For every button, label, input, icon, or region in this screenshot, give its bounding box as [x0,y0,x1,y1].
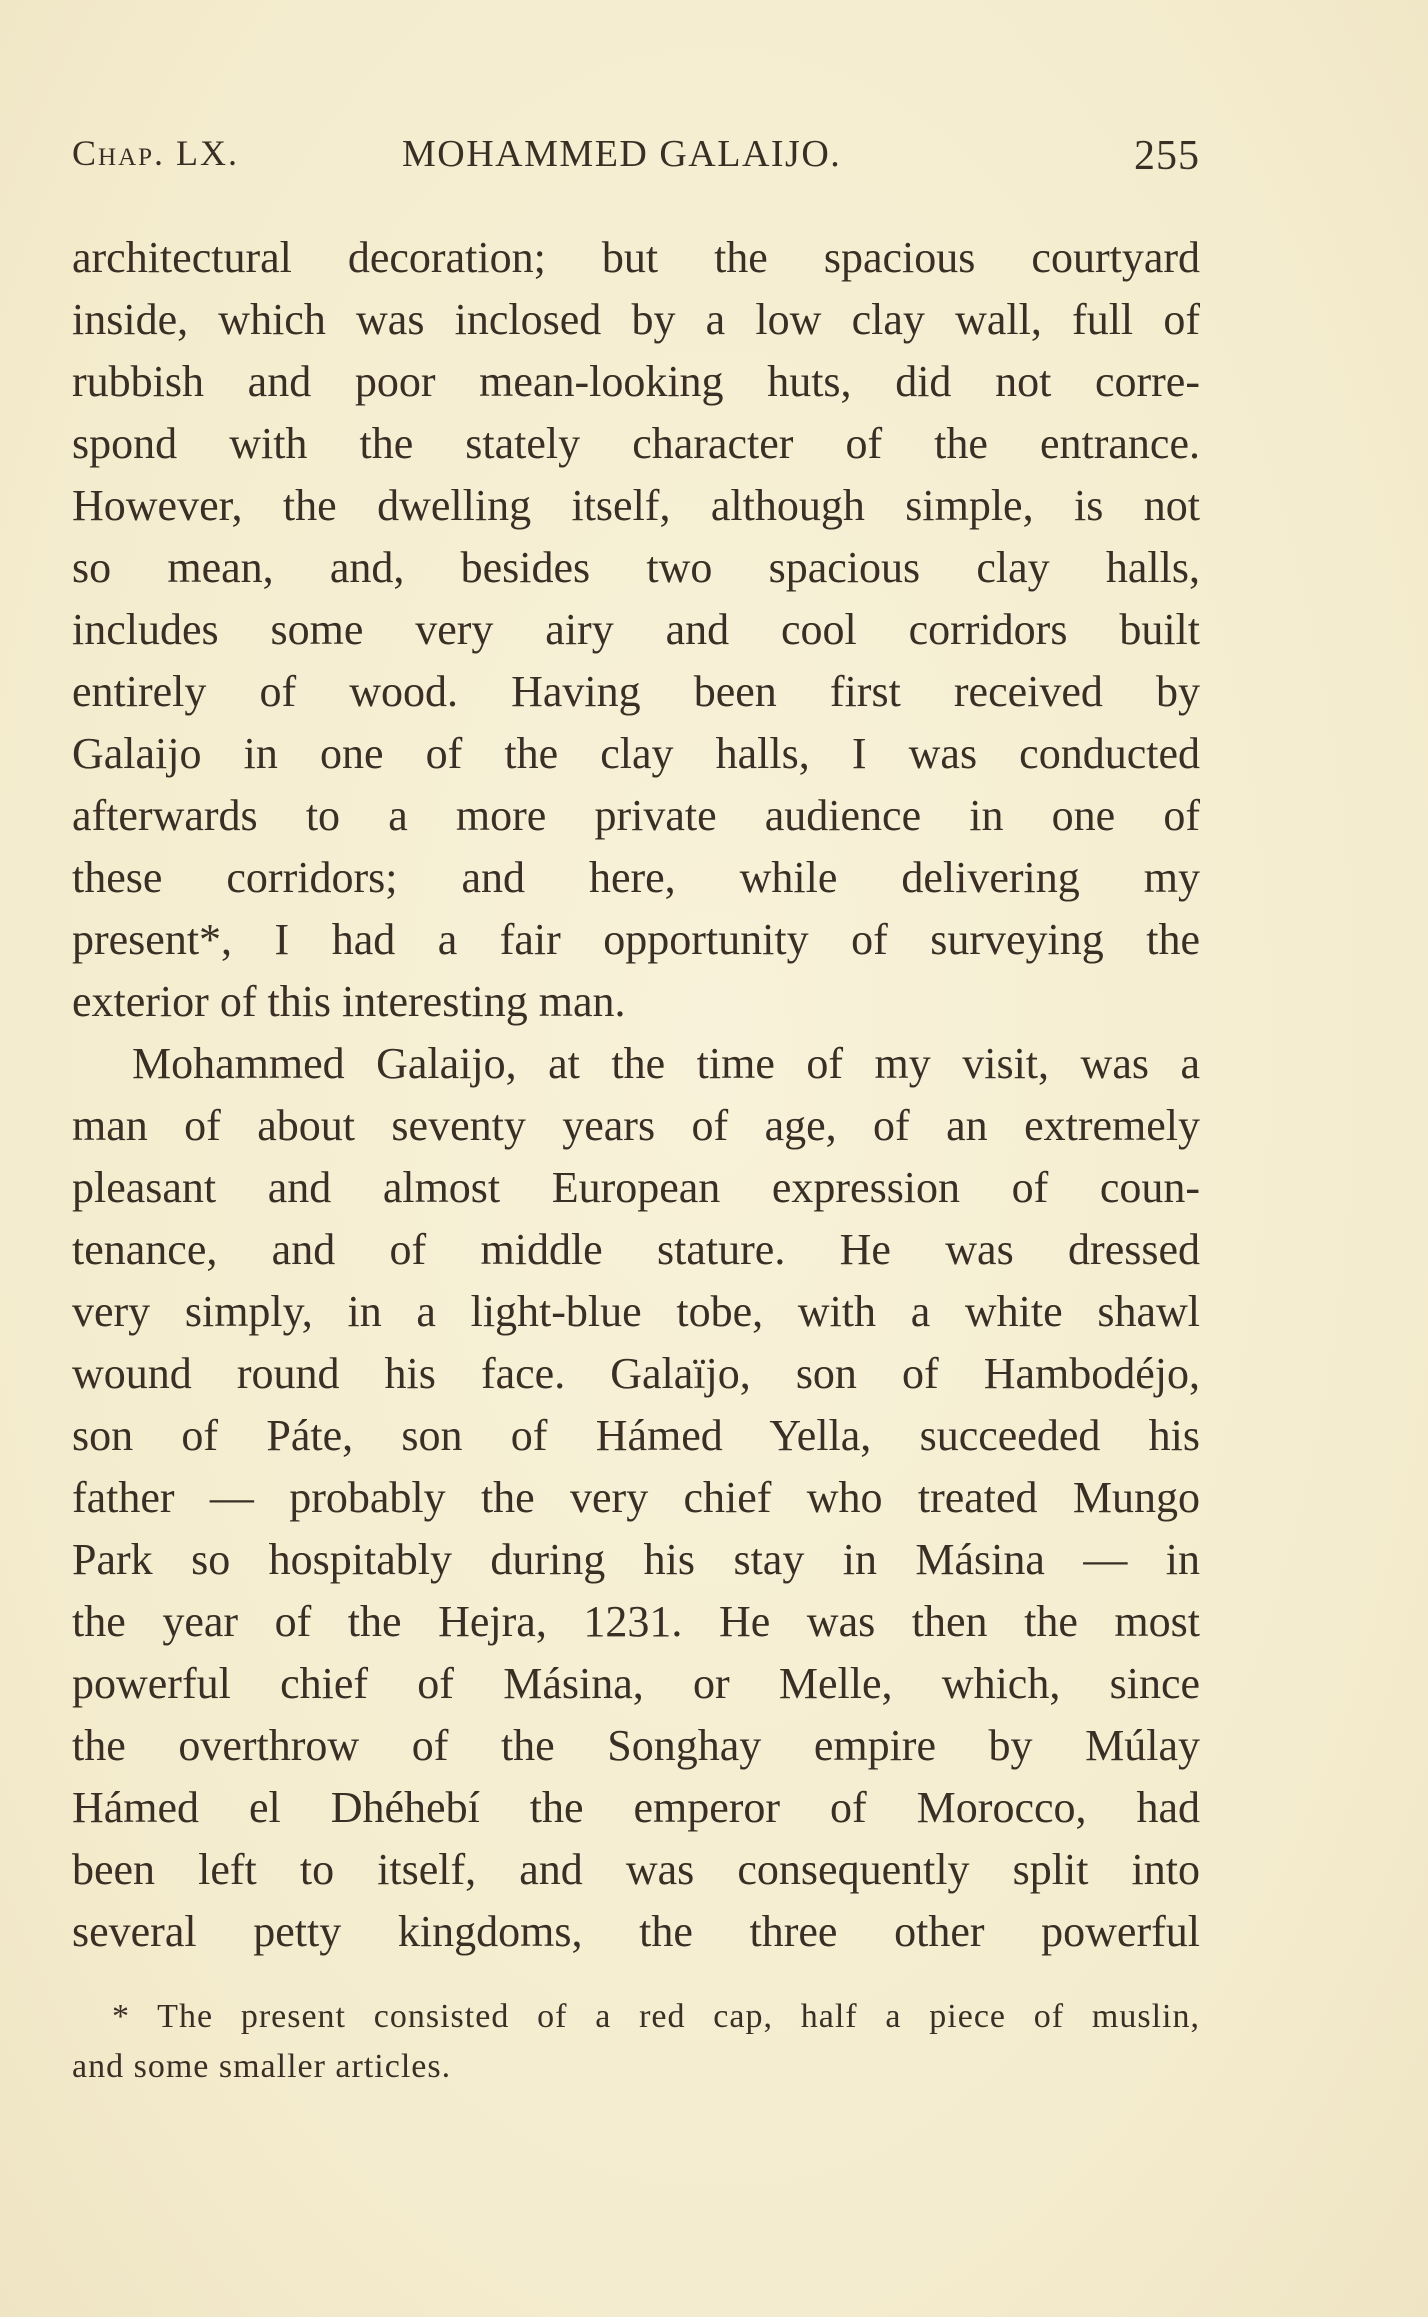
text-line: Mohammed Galaijo, at the time of my visit, was a [132,1039,1200,1088]
text-line: pleasant and almost European expression of coun- [72,1163,1200,1212]
footnote-line: * The present consisted of a red cap, half a piece of muslin, [112,1998,1200,2035]
text-line: However, the dwelling itself, although simple, is not [72,481,1200,530]
text-line: Park so hospitably during his stay in Másina — in [72,1535,1200,1584]
text-line: several petty kingdoms, the three other powerful [72,1907,1200,1956]
text-line: afterwards to a more private audience in one of [72,791,1200,840]
running-head [72,132,1200,182]
running-title: MOHAMMED GALAIJO. [402,133,842,175]
text-line: these corridors; and here, while delivering my [72,853,1200,902]
text-line: father — probably the very chief who treated Mungo [72,1473,1200,1522]
text-line: rubbish and poor mean-looking huts, did not corre- [72,357,1200,406]
text-line: man of about seventy years of age, of an extremely [72,1101,1200,1150]
text-line: powerful chief of Másina, or Melle, which, since [72,1659,1200,1708]
text-line: includes some very airy and cool corridors built [72,605,1200,654]
text-line: son of Páte, son of Hámed Yella, succeeded his [72,1411,1200,1460]
body-text [72,227,1200,1963]
text-line: very simply, in a light-blue tobe, with a white shawl [72,1287,1200,1336]
text-line: exterior of this interesting man. [72,977,626,1026]
footnote [72,1992,1200,2092]
text-line: so mean, and, besides two spacious clay halls, [72,543,1200,592]
text-line: been left to itself, and was consequently split into [72,1845,1200,1894]
page-number: 255 [1134,133,1200,179]
text-line: architectural decoration; but the spacious courtyard [72,233,1200,282]
text-line: Hámed el Dhéhebí the emperor of Morocco, had [72,1783,1200,1832]
text-line: inside, which was inclosed by a low clay wall, full of [72,295,1200,344]
text-line: Galaijo in one of the clay halls, I was conducted [72,729,1200,778]
text-line: spond with the stately character of the entrance. [72,419,1200,468]
footnote-line: and some smaller articles. [72,2048,452,2085]
text-line: wound round his face. Galaïjo, son of Hambodéjo, [72,1349,1200,1398]
text-line: the overthrow of the Songhay empire by Múlay [72,1721,1200,1770]
text-line: tenance, and of middle stature. He was dressed [72,1225,1200,1274]
text-line: entirely of wood. Having been first received by [72,667,1200,716]
text-line: the year of the Hejra, 1231. He was then the most [72,1597,1200,1646]
chapter-label: Chap. LX. [72,133,240,173]
text-line: present*, I had a fair opportunity of surveying the [72,915,1200,964]
